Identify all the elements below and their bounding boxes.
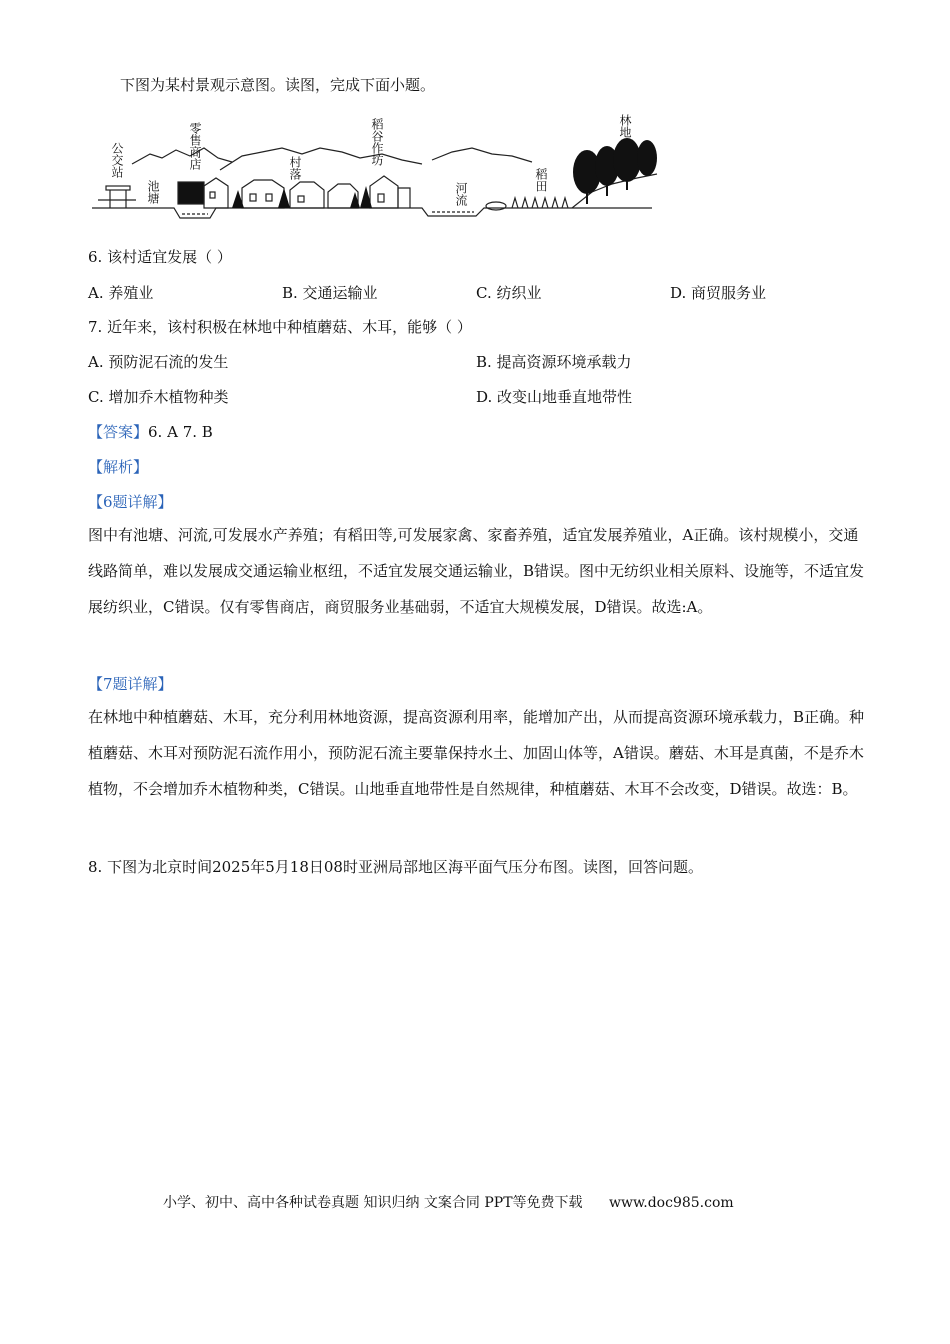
label-forest: 林地 bbox=[618, 114, 632, 138]
footer-text: 小学、初中、高中各种试卷真题 知识归纳 文案合同 PPT等免费下载 bbox=[163, 1195, 583, 1211]
label-river: 河流 bbox=[454, 182, 468, 206]
q7-option-b: B. 提高资源环境承载力 bbox=[476, 353, 632, 371]
q6-option-a: A. 养殖业 bbox=[88, 284, 154, 302]
q7-option-d: D. 改变山地垂直地带性 bbox=[476, 388, 633, 406]
label-rice-workshop: 稻谷作坊 bbox=[370, 118, 384, 166]
page-footer bbox=[163, 1192, 734, 1212]
intro-text: 下图为某村景观示意图。读图，完成下面小题。 bbox=[120, 76, 436, 94]
q7-option-c: C. 增加乔木植物种类 bbox=[88, 388, 229, 406]
q6-stem: 6. 该村适宜发展（ ） bbox=[88, 248, 232, 266]
label-pond: 池塘 bbox=[146, 180, 160, 204]
q6-option-c: C. 纺织业 bbox=[476, 284, 542, 302]
village-landscape-figure bbox=[92, 112, 662, 232]
label-retail-store: 零售商店 bbox=[188, 122, 202, 170]
q6-option-b: B. 交通运输业 bbox=[282, 284, 378, 302]
detail7-tag: 【7题详解】 bbox=[88, 675, 173, 693]
answer-line bbox=[88, 421, 213, 442]
detail6-tag: 【6题详解】 bbox=[88, 493, 173, 511]
label-paddy: 稻田 bbox=[534, 168, 548, 192]
q7-stem: 7. 近年来，该村积极在林地中种植蘑菇、木耳，能够（ ） bbox=[88, 318, 472, 336]
answer-text: 6. A 7. B bbox=[148, 423, 213, 441]
detail7-text: 在林地中种植蘑菇、木耳，充分利用林地资源，提高资源利用率，能增加产出，从而提高资源环境承载力，B正确。种植蘑菇、木耳对预防泥石流作用小，预防泥石流主要靠保持水土、加固山体等，A错误。蘑菇、木耳是真菌，不是乔木植物，不会增加乔木植物种类，C错误。山地垂直地带性是自然规律，种植蘑菇、木耳不会改变，D错误。故选：B。 bbox=[88, 708, 865, 798]
label-village: 村落 bbox=[288, 156, 302, 180]
answer-tag: 【答案】 bbox=[88, 423, 149, 441]
q8-stem: 8. 下图为北京时间2025年5月18日08时亚洲局部地区海平面气压分布图。读图，回答问题。 bbox=[88, 858, 703, 876]
q6-option-d: D. 商贸服务业 bbox=[670, 284, 767, 302]
footer-site: www.doc985.com bbox=[608, 1195, 734, 1211]
detail6-text: 图中有池塘、河流,可发展水产养殖；有稻田等,可发展家禽、家畜养殖，适宜发展养殖业，A正确。该村规模小，交通线路简单，难以发展成交通运输业枢纽，不适宜发展交通运输业，B错误。图中无纺织业相关原料、设施等，不适宜发展纺织业，C错误。仅有零售商店，商贸服务业基础弱，不适宜大规模发展，D错误。故选:A。 bbox=[88, 526, 865, 616]
q7-option-a: A. 预防泥石流的发生 bbox=[88, 353, 229, 371]
label-bus-station: 公交站 bbox=[110, 142, 124, 178]
analysis-tag: 【解析】 bbox=[88, 458, 149, 476]
